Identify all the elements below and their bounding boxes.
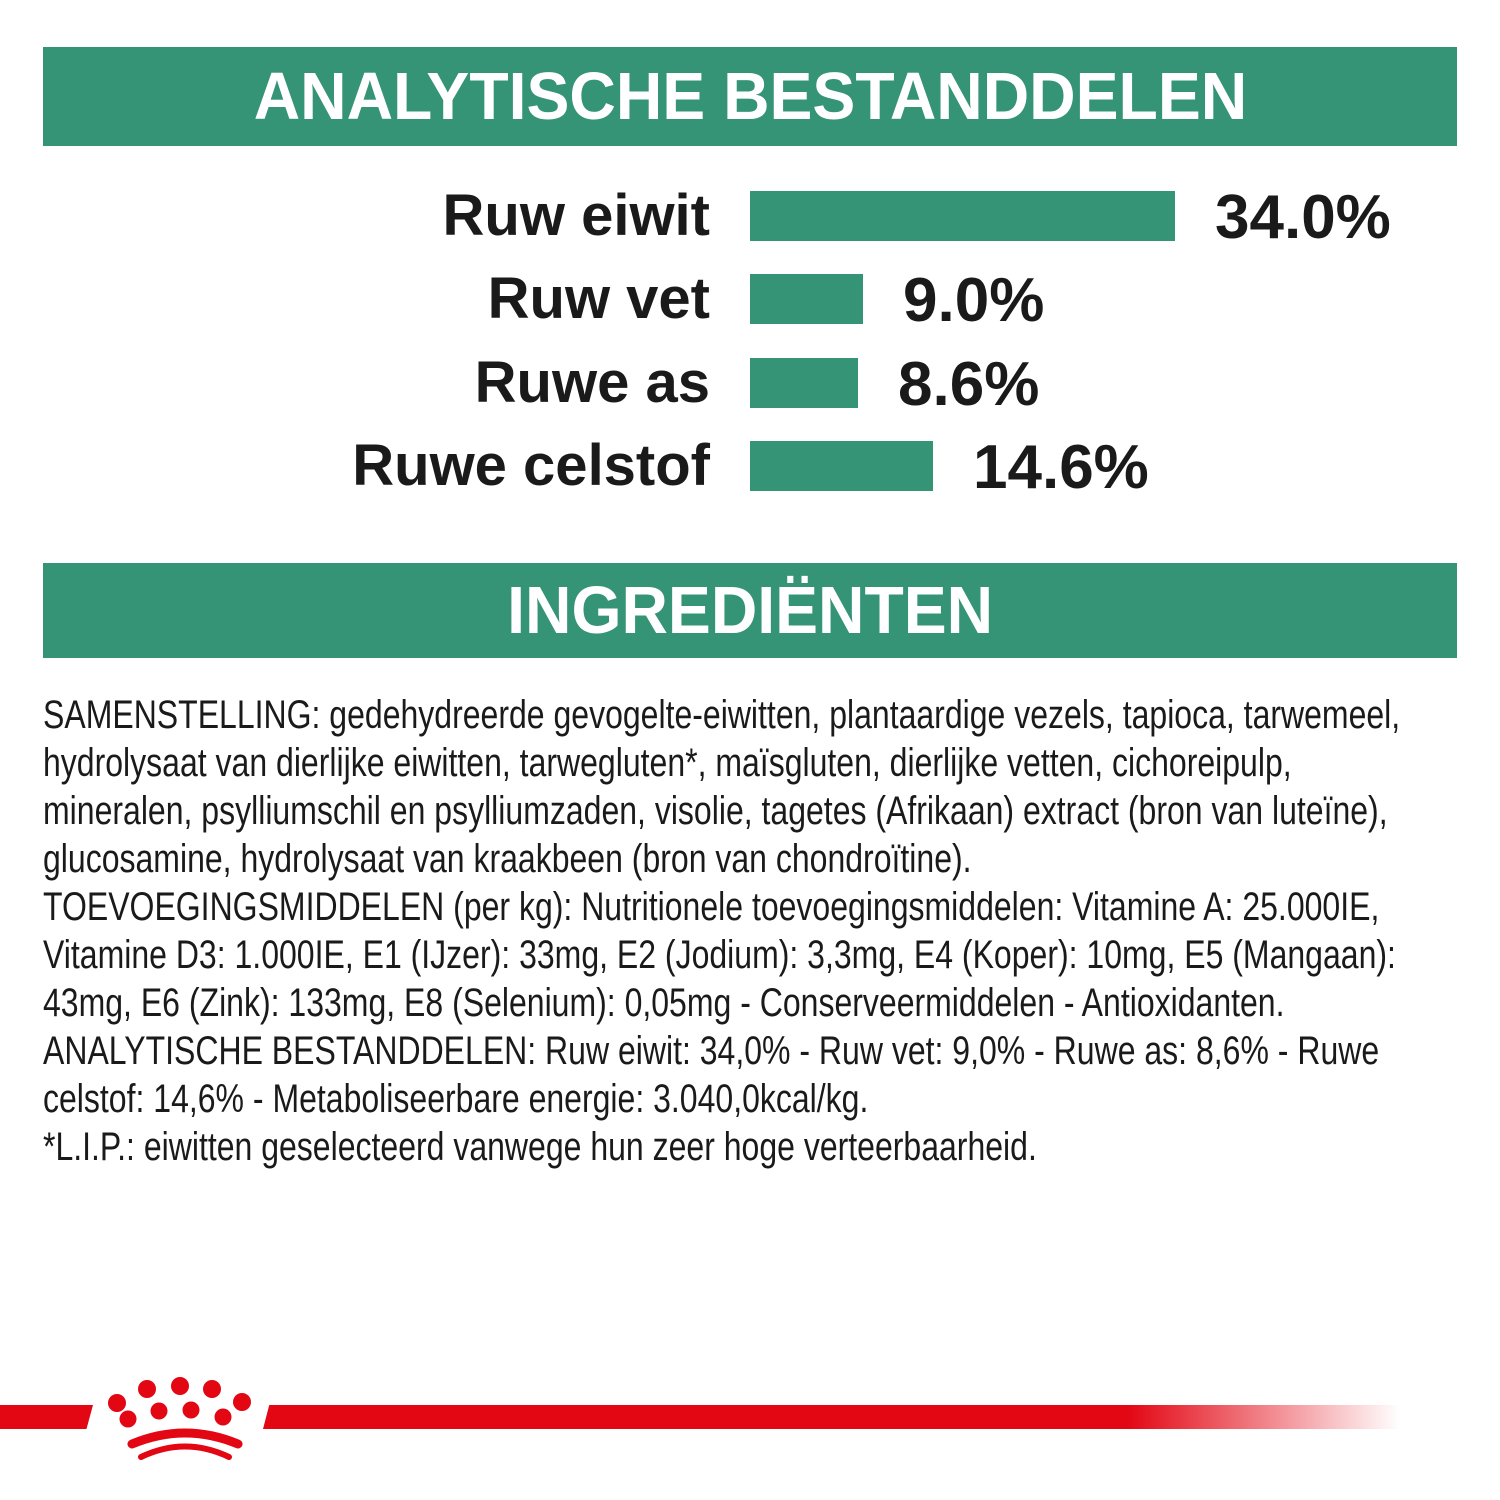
analytical-section-header <box>43 47 1457 146</box>
chart-bar-label: Ruwe celstof <box>352 433 710 498</box>
ingredients-line: ANALYTISCHE BESTANDDELEN: Ruw eiwit: 34,0% - Ruw vet: 9,0% - Ruwe as: 8,6% - Ruwe <box>43 1029 1380 1073</box>
ingredients-line: glucosamine, hydrolysaat van kraakbeen (bron van chondroïtine). <box>43 837 972 881</box>
ingredients-line: SAMENSTELLING: gedehydreerde gevogelte-eiwitten, plantaardige vezels, tapioca, tarwemeel, <box>43 693 1401 737</box>
ingredients-section-header <box>43 563 1457 658</box>
chart-bar-label: Ruwe as <box>474 350 710 415</box>
ingredients-line: TOEVOEGINGSMIDDELEN (per kg): Nutritionele toevoegingsmiddelen: Vitamine A: 25.000IE, <box>43 885 1380 929</box>
footer-red-band-right <box>263 1405 1400 1429</box>
ingredients-line: Vitamine D3: 1.000IE, E1 (IJzer): 33mg, E2 (Jodium): 3,3mg, E4 (Koper): 10mg, E5 (Mangaan): <box>43 933 1396 977</box>
chart-bar-label: Ruw eiwit <box>442 183 710 248</box>
ingredients-line: celstof: 14,6% - Metaboliseerbare energie: 3.040,0kcal/kg. <box>43 1077 869 1121</box>
chart-bar-value: 34.0% <box>1215 183 1391 252</box>
footer-red-band-left <box>0 1405 93 1429</box>
ingredients-text-block <box>43 691 1457 1171</box>
analytical-section-title: ANALYTISCHE BESTANDDELEN <box>253 59 1247 134</box>
chart-bar-value: 14.6% <box>973 433 1149 502</box>
chart-bar <box>750 274 863 324</box>
chart-bar-value: 9.0% <box>903 266 1045 335</box>
chart-bar <box>750 441 933 491</box>
ingredients-line: mineralen, psylliumschil en psylliumzaden, visolie, tagetes (Afrikaan) extract (bron van luteïne), <box>43 789 1388 833</box>
royal-canin-crown-logo <box>105 1375 255 1460</box>
ingredients-line: hydrolysaat van dierlijke eiwitten, tarwegluten*, maïsgluten, dierlijke vetten, cichoreipulp, <box>43 741 1292 785</box>
chart-bar-label: Ruw vet <box>487 266 710 331</box>
ingredients-line: *L.I.P.: eiwitten geselecteerd vanwege hun zeer hoge verteerbaarheid. <box>43 1125 1037 1169</box>
ingredients-section-title: INGREDIËNTEN <box>506 573 993 648</box>
ingredients-line: 43mg, E6 (Zink): 133mg, E8 (Selenium): 0,05mg - Conserveermiddelen - Antioxidanten. <box>43 981 1285 1025</box>
chart-bar <box>750 358 858 408</box>
chart-bar <box>750 191 1175 241</box>
chart-bar-value: 8.6% <box>898 350 1040 419</box>
